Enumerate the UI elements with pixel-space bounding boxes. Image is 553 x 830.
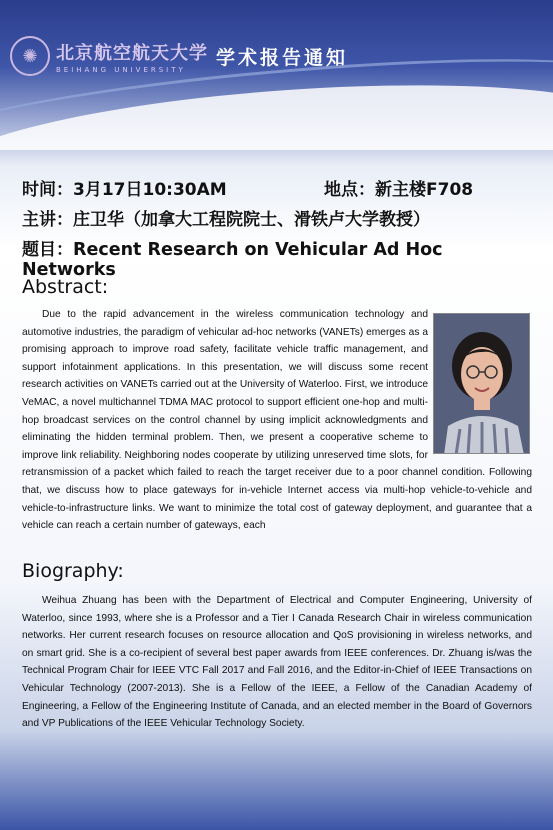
abstract-text: Due to the rapid advancement in the wireless communication technology and automotive industries, the paradigm of vehicular ad-hoc networks (VANETs) emerges as a promising approach to improve road safety, facilitate vehicle traffic management, and support infotainment applications. In this presentation, we will discuss some recent research activities on VANETs carried out at the University of Waterloo. First, we introduce VeMAC, a novel multichannel TDMA MAC protocol to support efficient one-hop and multi-hop broadcast services on the control channel by using implicit acknowledgments and eliminating the hidden terminal problem. Then, we present a cooperative scheme to improve link reliability. Neighboring nodes cooperate by utilizing unreserved time slots, for retransmission of a packet which failed to reach the target receiver due to a poor channel condition. Following that, we discuss how to place gateways for in-vehicle Internet access via multi-hop vehicle-to-vehicle and vehicle-to-infrastructure links. We want to minimize the total cost of gateway deployment, and guarantee that a vehicle can reach a certain number of gateways, each <box>22 309 532 532</box>
speaker-label: 主讲： <box>22 210 73 230</box>
abstract-title: Abstract: <box>22 276 109 298</box>
speaker-row <box>22 205 542 230</box>
place-label: 地点： <box>324 180 375 200</box>
speaker-photo <box>433 313 530 454</box>
topic-label: 题目： <box>22 240 73 260</box>
logo-row <box>10 36 348 76</box>
time-label: 时间： <box>22 180 73 200</box>
biography-body: Weihua Zhuang has been with the Department of Electrical and Computer Engineering, University of Waterloo, since 1993, where she is a Professor and a Tier I Canada Research Chair in wireless communication networks. Her current research focuses on resource allocation and QoS provisioning in wireless networks, and on smart grid. She is a co-recipient of several best paper awards from IEEE conferences. Dr. Zhuang is/was the Technical Program Chair for IEEE VTC Fall 2017 and Fall 2016, and the Editor-in-Chief of IEEE Transactions on Vehicular Technology (2007-2013). She is a Fellow of the IEEE, a Fellow of the Canadian Academy of Engineering, a Fellow of the Engineering Institute of Canada, and an elected member in the Board of Governors and VP Publications of the IEEE Vehicular Technology Society. <box>22 595 532 730</box>
university-seal-icon: ✺ <box>10 36 50 76</box>
place <box>324 175 473 200</box>
topic-value: Recent Research on Vehicular Ad Hoc Networks <box>22 240 443 280</box>
university-name-en: BEIHANG UNIVERSITY <box>56 65 186 74</box>
time-value: 3月17日10:30AM <box>73 180 227 200</box>
speaker-value: 庄卫华（加拿大工程院院士、滑铁卢大学教授） <box>73 210 430 230</box>
university-name-cn: 北京航空航天大学 <box>56 42 208 64</box>
biography-title: Biography: <box>22 560 124 582</box>
place-value: 新主楼F708 <box>375 180 474 200</box>
time-place-row <box>22 175 542 200</box>
notice-title: 学术报告通知 <box>216 46 349 69</box>
topic-row <box>22 235 542 280</box>
university-name <box>56 39 208 74</box>
header-banner <box>0 0 553 150</box>
